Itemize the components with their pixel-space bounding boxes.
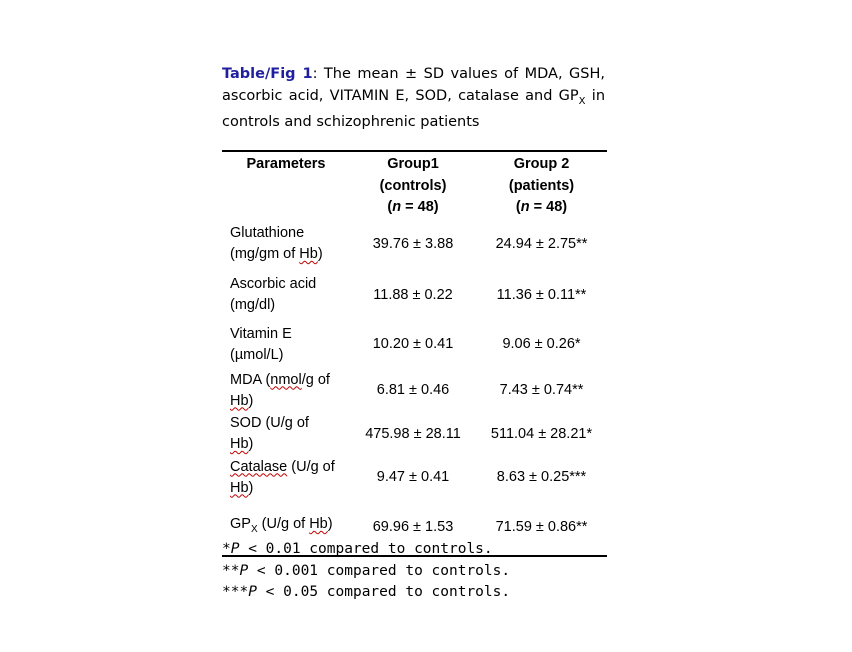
group2-value: 9.06 ± 0.26*	[502, 336, 581, 352]
footnotes	[222, 539, 510, 604]
group1-value: 6.81 ± 0.46	[376, 382, 450, 398]
data-table	[222, 152, 607, 555]
param-line1: Vitamin E	[230, 325, 292, 342]
caption-text-part2: in controls and schizophrenic patients	[222, 87, 606, 130]
group2-value: 511.04 ± 28.21*	[490, 425, 593, 442]
table-caption	[222, 64, 605, 133]
header-group1-line1: Group1	[387, 156, 439, 172]
group2-value: 11.36 ± 0.11**	[496, 286, 587, 303]
n-value: = 48)	[401, 199, 439, 215]
footnote-1: *P < 0.01 compared to controls.	[222, 541, 493, 557]
param-line1: MDA (nmol/g of	[230, 371, 330, 388]
group1-value: 10.20 ± 0.41	[372, 336, 454, 352]
group2-value: 7.43 ± 0.74**	[499, 382, 584, 398]
footnote-2: **P < 0.001 compared to controls.	[222, 562, 511, 579]
group1-value: 475.98 ± 28.11	[365, 425, 461, 442]
group2-value: 71.59 ± 0.86**	[495, 518, 588, 535]
param-line1: Glutathione	[230, 225, 305, 241]
group1-value: 39.76 ± 3.88	[372, 235, 454, 252]
group2-value: 24.94 ± 2.75**	[495, 235, 588, 252]
group2-value: 8.63 ± 0.25***	[496, 469, 587, 485]
param-line2: (mg/gm of Hb)	[230, 246, 323, 262]
header-group2-line1: Group 2	[513, 156, 570, 172]
table-row	[222, 413, 607, 456]
footnote-3: ***P < 0.05 compared to controls.	[222, 584, 511, 600]
param-line1: Ascorbic acid	[230, 276, 317, 292]
caption-text-part1: : The mean ± SD values of MDA, GSH, ascorbic acid, VITAMIN E, SOD, catalase and GP	[222, 66, 605, 104]
figure-label: Table/Fig 1	[222, 66, 313, 82]
header-group1	[350, 152, 476, 219]
row-param-mda	[222, 369, 350, 413]
caption-subscript: X	[578, 95, 586, 107]
group1-value: 69.96 ± 1.53	[372, 518, 454, 535]
data-table-container	[222, 150, 607, 557]
n-italic: n	[520, 199, 530, 215]
header-group2	[476, 152, 607, 219]
param-line2: (µmol/L)	[230, 346, 284, 363]
table-row	[222, 219, 607, 270]
row-param-sod	[222, 413, 350, 456]
row-param-glutathione	[222, 219, 350, 270]
n-italic: n	[392, 199, 402, 215]
row-param-ascorbic	[222, 270, 350, 321]
param-line2: Hb)	[230, 392, 254, 409]
row-param-catalase	[222, 456, 350, 500]
row-param-vitamin-e	[222, 321, 350, 369]
param-line2: Hb)	[230, 479, 254, 496]
header-group1-line2: (controls)	[379, 177, 447, 194]
table-row	[222, 270, 607, 321]
param-line2: Hb)	[230, 436, 254, 452]
header-group2-line3: (n = 48)	[515, 199, 568, 215]
group1-value: 11.88 ± 0.22	[373, 286, 453, 303]
header-parameters: Parameters	[246, 156, 326, 172]
param-line1: SOD (U/g of	[230, 415, 309, 431]
group1-value: 9.47 ± 0.41	[376, 469, 450, 485]
param-line2: (mg/dl)	[230, 297, 276, 313]
table-row	[222, 369, 607, 413]
header-group1-line3: (n = 48)	[387, 199, 439, 215]
n-value: = 48)	[529, 199, 568, 215]
table-row	[222, 456, 607, 500]
header-row	[222, 152, 607, 219]
row-param-gpx: $GP_X$ (U/g of Hb)	[230, 516, 333, 535]
header-group2-line2: (patients)	[508, 177, 575, 194]
table-row	[222, 321, 607, 369]
param-line1: Catalase (U/g of	[230, 458, 335, 475]
